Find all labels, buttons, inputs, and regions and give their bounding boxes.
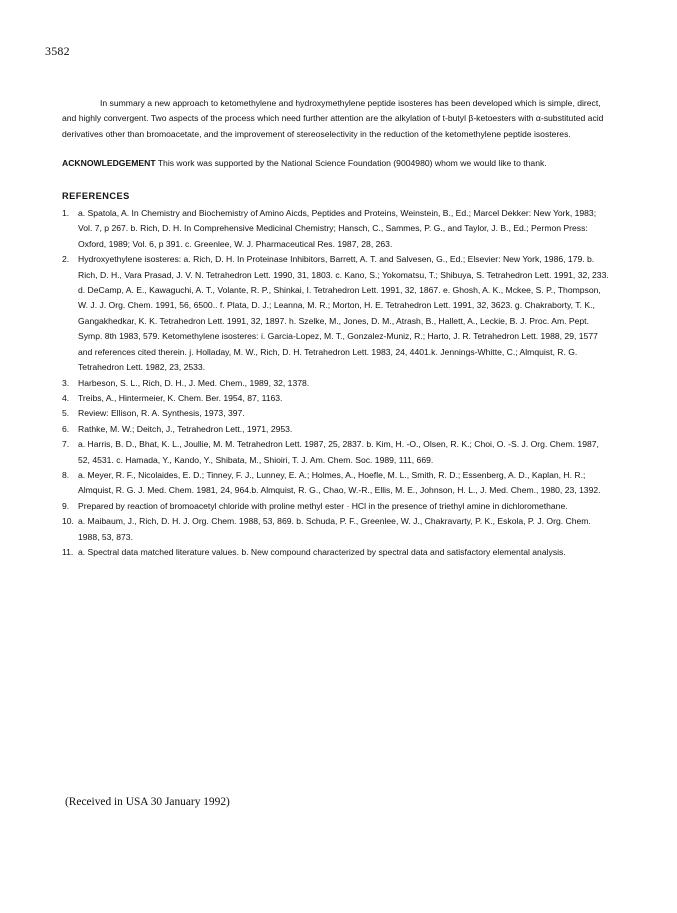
acknowledgement-label: ACKNOWLEDGEMENT [62, 158, 156, 169]
reference-item [62, 391, 610, 406]
reference-number: 3. [62, 377, 70, 388]
acknowledgement-text: This work was supported by the National Science Foundation (9004980) whom we would like to thank. [155, 158, 547, 169]
reference-item [62, 206, 610, 252]
reference-item [62, 422, 610, 437]
reference-item [62, 468, 610, 499]
reference-item [62, 499, 610, 514]
reference-number: 7. [62, 439, 70, 450]
article-body [62, 96, 610, 560]
reference-number: 5. [62, 408, 70, 419]
reference-number: 10. [62, 516, 74, 527]
reference-item [62, 252, 610, 375]
acknowledgement-paragraph [62, 156, 610, 171]
reference-item [62, 514, 610, 545]
reference-number: 9. [62, 500, 70, 511]
reference-number: 2. [62, 254, 70, 265]
references-list [62, 206, 610, 560]
reference-text: Review: Ellison, R. A. Synthesis, 1973, 397. [78, 408, 245, 419]
reference-item [62, 437, 610, 468]
reference-number: 4. [62, 392, 70, 403]
reference-text: Prepared by reaction of bromoacetyl chloride with proline methyl ester · HCl in the presence of triethyl amine in dichloromethane. [78, 500, 568, 511]
received-date: (Received in USA 30 January 1992) [65, 796, 230, 808]
page-number: 3582 [45, 44, 70, 58]
reference-item [62, 545, 610, 560]
reference-text: Treibs, A., Hintermeier, K. Chem. Ber. 1954, 87, 1163. [78, 392, 283, 403]
references-heading: REFERENCES [62, 190, 130, 201]
reference-number: 6. [62, 423, 70, 434]
reference-text: Harbeson, S. L., Rich, D. H., J. Med. Chem., 1989, 32, 1378. [78, 377, 310, 388]
reference-text: a. Maibaum, J., Rich, D. H. J. Org. Chem. 1988, 53, 869. b. Schuda, P. F., Greenlee, W. J., Chakravarty, P. K., Eskola, P. J. Org. Chem. 1988, 53, 873. [78, 516, 591, 542]
reference-text: a. Harris, B. D., Bhat, K. L., Joullie, M. M. Tetrahedron Lett. 1987, 25, 2837. b. Kim, H. -O., Olsen, R. K.; Choi, O. -S. J. Org. Chem. 1987, 52, 4531. c. Hamada, Y., Kando, Y., Shibata, M., Shioiri, T. J. Am. Chem. Soc. 1989, 111, 669. [78, 439, 599, 465]
reference-item [62, 376, 610, 391]
reference-text: a. Spatola, A. In Chemistry and Biochemistry of Amino Aicds, Peptides and Proteins, Weinstein, B., Ed.; Marcel Dekker: New York, 1983; Vol. 7, p 267. b. Rich, D. H. In Comprehensive Medicinal Chemistry; Hansch, C., Sammes, P. G., and Taylor, J. B., Ed.; Permon Press: Oxford, 1989; Vol. 6, p 391. c. Greenlee, W. J. Pharmaceutical Res. 1987, 28, 263. [78, 208, 597, 249]
reference-number: 1. [62, 208, 70, 219]
reference-text: a. Meyer, R. F., Nicolaides, E. D.; Tinney, F. J., Lunney, E. A.; Holmes, A., Hoefle, M. L., Smith, R. D.; Essenberg, A. D., Kaplan, H. R.; Almquist, R. G. J. Med. Chem. 1981, 24, 964.b. Almquist, R. G., Chao, W.-R., Ellis, M. E., Johnson, H. L., J. Med. Chem., 1980, 23, 1392. [78, 469, 601, 496]
reference-number: 8. [62, 469, 70, 480]
reference-text: a. Spectral data matched literature values. b. New compound characterized by spectral data and satisfactory elemental analysis. [78, 546, 566, 557]
reference-item [62, 406, 610, 421]
summary-paragraph: In summary a new approach to ketomethylene and hydroxymethylene peptide isosteres has been developed which is simple, direct, and highly convergent. Two aspects of the process which need further attention are the alkylation of t-butyl β-ketoesters with α-substituted acid derivatives other than bromoacetate, and the improvement of stereoselectivity in the reduction of the ketomethylene peptide isosteres. [62, 98, 604, 139]
reference-text: Hydroxyethylene isosteres: a. Rich, D. H. In Proteinase Inhibitors, Barrett, A. T. and Salvesen, G., Ed.; Elsevier: New York, 1986, 179. b. Rich, D. H., Vara Prasad, J. V. N. Tetrahedron Lett. 1990, 31, 1803. c. Kano, S.; Yokomatsu, T.; Shibuya, S. Tetrahedron Lett. 1991, 32, 233. d. DeCamp, A. E., Kawaguchi, A. T., Volante, R. P., Shinkai, I. Tetrahedron Lett. 1991, 32, 1867. e. Ghosh, A. K., Mckee, S. P., Thompson, W. J. J. Org. Chem. 1991, 56, 6500.. f. Plata, D. J.; Leanna, M. R.; Morton, H. E. Tetrahedron Lett. 1991, 32, 3623. g. Chakraborty, T. K., Gangakhedkar, K. K. Tetrahedron Lett. 1991, 32, 1897. h. Szelke, M., Jones, D. M., Atrash, B., Hallett, A., Leckie, B. J. Proc. Am. Pept. Symp. 8th 1983, 579. Ketomethylene isosteres: i. Garcia-Lopez, M. T., Gonzalez-Muniz, R.; Harto, J. R. Tetrahedron Lett. 1988, 29, 1577 and references cited therein. j. Holladay, M. W., Rich, D. H. Tetrahedron Lett. 1983, 24, 4401.k. Jennings-Whitte, C.; Almquist, R. G. Tetrahedron Lett. 1982, 23, 2533. [78, 254, 609, 373]
reference-text: Rathke, M. W.; Deitch, J., Tetrahedron Lett., 1971, 2953. [78, 423, 293, 434]
reference-number: 11. [62, 546, 74, 557]
